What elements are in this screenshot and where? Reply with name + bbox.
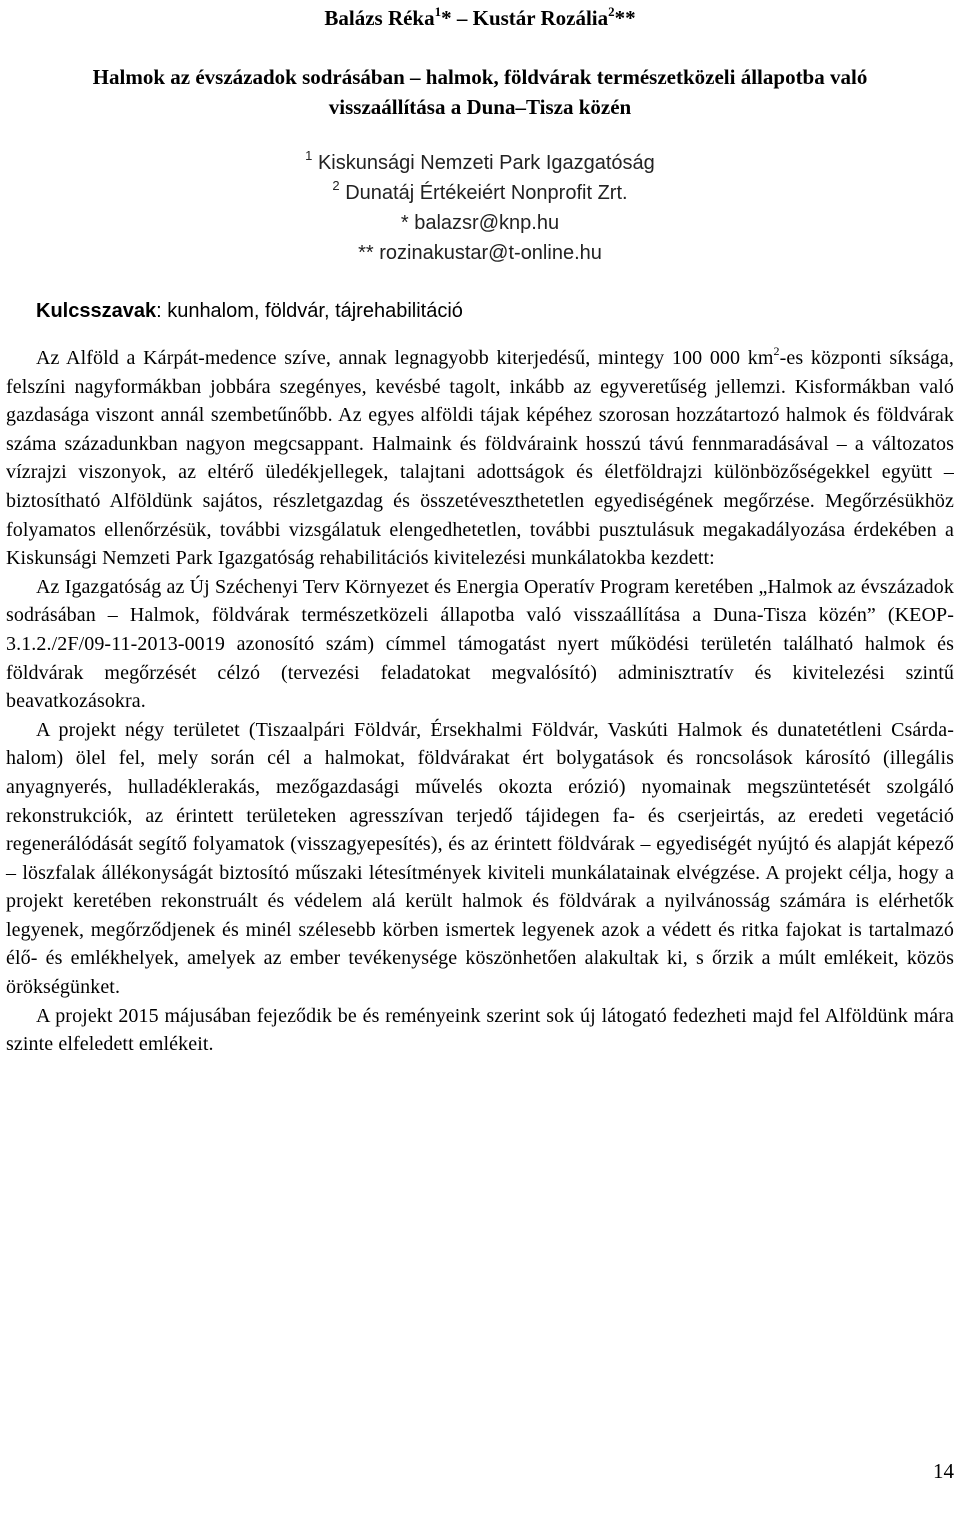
- paper-title: [10, 62, 950, 122]
- email-1: * balazsr@knp.hu: [400, 212, 560, 234]
- author-2-name: Kustár Rozália: [472, 6, 609, 30]
- paragraph-4: A projekt 2015 májusában fejeződik be és reményeink szerint sok új látogató fedezheti majd fel Alföldünk mára szinte elfeledett emlékeit.: [6, 1004, 954, 1056]
- keywords-label: Kulcsszavak: [36, 300, 157, 322]
- affiliation-1: [0, 148, 960, 178]
- author-2-affiliation-sup: 2: [608, 4, 615, 19]
- paragraph-3: A projekt négy területet (Tiszaalpári Földvár, Érsekhalmi Földvár, Vaskúti Halmok és dunatetétleni Csárda-halom) ölel fel, mely során cél a halmokat, földvárakat ért bolygatások és roncsolások károsító (illegális anyagnyerés, hulladéklerakás, mezőgazdasági művelés okozta erózió) nyomainak megszüntetését szolgáló rekonstrukciók, az érintett területeken agresszívan terjedő tájidegen fa- és cserjeirtás, az eredeti vegetáció regenerálódását segítő folyamatok (visszagyepesítés), és az érintett földvárak – egyediségét nyújtó és alapját képező – löszfalak állékonyságát biztosító műszaki létesítmények kiviteli munkálatainak elvégzése. A projekt célja, hogy a projekt keretében rekonstruált és védelem alá került halmok és földvárak a nyilvánosság számára is elérhetők legyenek, megőrződjenek és minél szélesebb körben ismertek legyenek azok a védett és ritka fajokat is tartalmazó élő- és emlékhelyek, amelyek az ember tevékenysége köszönhetően alakultak ki, s őrzik a múlt emlékeit, közös örökségünket.: [6, 718, 954, 999]
- author-2-mark: **: [614, 6, 636, 30]
- keywords: [36, 296, 463, 326]
- paragraph-1-rest: -es központi síksága, felszíni nagyformákban jobbára szegényes, kevésbé tagolt, inkább az egyveretűség jellemzi. Kisformákban való gazdasága viszont annál szembetűnőbb. Az egyes alföldi tájak képéhez szorosan hozzátartozó halmok és földvárak száma századunkban nagyon megcsappant. Halmaink és földváraink hosszú távú fennmaradásával – a változatos vízrajzi viszonyok, az eltérő üledékjellegek, talajtani adottságok és életföldrajzi különbözőségekkel együtt – biztosítható Alföldünk sajátos, részletgazdag és összetéveszthetetlen egyediségének megőrzése. Megőrzésükhöz folyamatos ellenőrzésük, további vizsgálatuk elengedhetetlen, további pusztulásuk megakadályozása érdekében a Kiskunsági Nemzeti Park Igazgatóság rehabilitációs kivitelezési munkálatokba kezdett:: [6, 347, 954, 570]
- keywords-text: : kunhalom, földvár, tájrehabilitáció: [156, 300, 463, 322]
- body-text: [6, 344, 954, 1059]
- title-line-2: visszaállítása a Duna–Tisza közén: [328, 95, 632, 119]
- affiliation-1-sup: 1: [305, 148, 313, 163]
- author-separator: –: [451, 6, 473, 30]
- author-1-mark: *: [441, 6, 452, 30]
- title-line-1: Halmok az évszázadok sodrásában – halmok, földvárak természetközeli állapotba való: [92, 65, 868, 89]
- affiliation-2: [0, 178, 960, 208]
- affiliation-2-sup: 2: [332, 178, 340, 193]
- km-squared-sup: 2: [773, 344, 780, 358]
- paragraph-1: [6, 344, 954, 573]
- email-2: ** rozinakustar@t-online.hu: [358, 242, 602, 264]
- paragraph-1-start: Az Alföld a Kárpát-medence szíve, annak legnagyobb kiterjedésű, mintegy 100 000 km: [36, 347, 774, 369]
- author-1-name: Balázs Réka: [324, 6, 435, 30]
- affiliation-1-text: Kiskunsági Nemzeti Park Igazgatóság: [317, 152, 655, 174]
- author-1-affiliation-sup: 1: [434, 4, 442, 19]
- author-line: [0, 3, 960, 33]
- affiliations: [0, 148, 960, 268]
- affiliation-2-text: Dunatáj Értékeiért Nonprofit Zrt.: [345, 182, 628, 204]
- paragraph-2: Az Igazgatóság az Új Széchenyi Terv Környezet és Energia Operatív Program keretében „Halmok az évszázadok sodrásában – Halmok, földvárak természetközeli állapotba való visszaállítása a Duna-Tisza közén” (KEOP-3.1.2./2F/09-11-2013-0019 azonosító szám) címmel támogatást nyert működési területén található halmok és földvárak megőrzését célzó (tervezési feladatokat megvalósító) adminisztratív és kivitelezési szintű beavatkozásokra.: [6, 575, 954, 713]
- page-number: 14: [933, 1459, 954, 1483]
